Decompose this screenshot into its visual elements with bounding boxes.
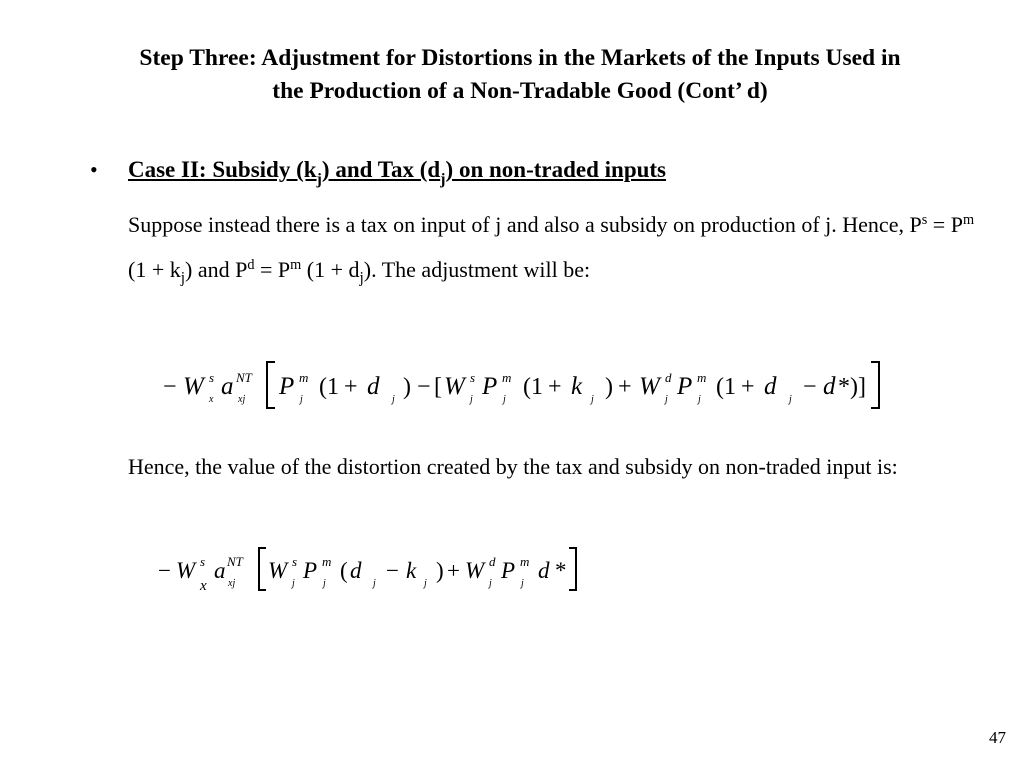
svg-text:−: − <box>163 374 177 400</box>
paragraph-1-text: (1 + k <box>128 257 181 282</box>
svg-text:−: − <box>803 374 817 400</box>
svg-text:m: m <box>697 370 707 385</box>
svg-text:(: ( <box>340 558 348 583</box>
svg-text:+: + <box>741 374 755 400</box>
paragraph-1-text: Suppose instead there is a tax on input of j and also a subsidy on production of j. Hence, P <box>128 212 922 237</box>
paragraph-1-text: ). The adjustment will be: <box>363 257 591 282</box>
svg-text:W: W <box>268 558 288 583</box>
svg-text:W: W <box>176 558 196 583</box>
slide-title <box>40 42 1000 108</box>
svg-text:d: d <box>823 373 836 400</box>
paragraph-1-sub: j <box>180 269 186 287</box>
paragraph-1-sup: m <box>962 212 975 229</box>
paragraph-1-text: = P <box>254 257 291 282</box>
svg-text:j: j <box>373 578 376 589</box>
case-heading-text-3: ) on non-traded inputs <box>445 157 667 182</box>
svg-text:s: s <box>209 370 215 385</box>
svg-text:*: * <box>555 558 567 583</box>
svg-text:W: W <box>639 373 660 400</box>
paragraph-1-text: = P <box>927 212 963 237</box>
slide-title-line-1: Step Three: Adjustment for Distortions in the Markets of the Inputs Used in <box>139 45 901 71</box>
svg-text:j: j <box>489 578 492 589</box>
svg-text:j: j <box>521 578 524 589</box>
case-heading-sub-2: j <box>440 170 446 188</box>
svg-text:NT: NT <box>236 370 252 385</box>
svg-text:P: P <box>279 373 295 400</box>
svg-text:+: + <box>344 374 358 400</box>
svg-text:W: W <box>465 558 485 583</box>
adjustment-equation <box>163 350 923 414</box>
svg-text:): ) <box>436 558 444 583</box>
svg-text:*)]: *)] <box>838 374 866 400</box>
case-heading-text-2: ) and Tax (d <box>321 157 441 182</box>
svg-text:d: d <box>538 558 550 583</box>
svg-text:d: d <box>665 370 672 385</box>
svg-text:m: m <box>520 554 530 569</box>
svg-text:P: P <box>303 558 318 583</box>
svg-text:W: W <box>183 373 204 400</box>
svg-text:m: m <box>322 554 332 569</box>
svg-text:j: j <box>292 578 295 589</box>
svg-text:j: j <box>665 394 668 405</box>
paragraph-1-text: (1 + d <box>301 257 360 282</box>
paragraph-1-sup: d <box>247 257 255 274</box>
svg-text:s: s <box>470 370 476 385</box>
distortion-value-equation-graphic <box>158 540 598 596</box>
svg-text:j: j <box>503 394 506 405</box>
svg-text:W: W <box>444 373 465 400</box>
svg-text:j: j <box>789 394 792 405</box>
paragraph-1-sup: m <box>290 257 302 274</box>
svg-text:): ) <box>403 374 411 400</box>
svg-text:a: a <box>214 558 226 583</box>
svg-text:j: j <box>424 578 427 589</box>
svg-text:j: j <box>698 394 701 405</box>
svg-text:j: j <box>392 394 395 405</box>
svg-text:j: j <box>591 394 594 405</box>
case-heading-text-1: Case II: Subsidy (k <box>128 157 317 182</box>
svg-text:x: x <box>209 394 214 405</box>
svg-text:−: − <box>158 558 171 583</box>
svg-text:j: j <box>300 394 303 405</box>
page-number: 47 <box>989 728 1006 747</box>
svg-text:k: k <box>571 373 583 400</box>
svg-text:+: + <box>618 374 632 400</box>
svg-text:d: d <box>489 554 496 569</box>
case-heading <box>128 157 667 188</box>
paragraph-1 <box>128 202 980 292</box>
svg-text:j: j <box>470 394 473 405</box>
svg-text:d: d <box>350 558 362 583</box>
svg-text:[: [ <box>434 374 442 400</box>
adjustment-equation-graphic <box>163 350 923 414</box>
svg-text:(1: (1 <box>319 374 339 400</box>
paragraph-1-sup: s <box>921 212 928 229</box>
svg-text:x: x <box>200 578 207 594</box>
svg-text:d: d <box>367 373 380 400</box>
svg-text:+: + <box>447 558 460 583</box>
svg-text:+: + <box>548 374 562 400</box>
svg-text:k: k <box>406 558 417 583</box>
case-heading-sub-1: j <box>316 170 322 188</box>
svg-text:P: P <box>501 558 516 583</box>
svg-text:NT: NT <box>227 554 243 569</box>
svg-text:s: s <box>292 554 298 569</box>
svg-text:a: a <box>221 373 234 400</box>
svg-text:s: s <box>200 554 206 569</box>
svg-text:m: m <box>299 370 309 385</box>
svg-text:P: P <box>677 373 693 400</box>
svg-text:m: m <box>502 370 512 385</box>
paragraph-1-text: ) and P <box>185 257 248 282</box>
svg-text:−: − <box>386 558 399 583</box>
paragraph-2: Hence, the value of the distortion created by the tax and subsidy on non-traded input is: <box>128 454 898 479</box>
bullet-marker: • <box>90 157 98 182</box>
svg-text:−: − <box>417 374 431 400</box>
svg-text:j: j <box>323 578 326 589</box>
svg-text:(1: (1 <box>716 374 736 400</box>
svg-text:P: P <box>482 373 498 400</box>
svg-text:xj: xj <box>228 578 236 589</box>
svg-text:): ) <box>605 374 613 400</box>
svg-text:(1: (1 <box>523 374 543 400</box>
paragraph-1-sub: j <box>359 269 364 287</box>
slide-title-line-2: the Production of a Non-Tradable Good (Cont’ d) <box>272 78 768 104</box>
distortion-value-equation <box>158 540 598 596</box>
svg-text:d: d <box>764 373 777 400</box>
svg-text:xj: xj <box>238 394 246 405</box>
